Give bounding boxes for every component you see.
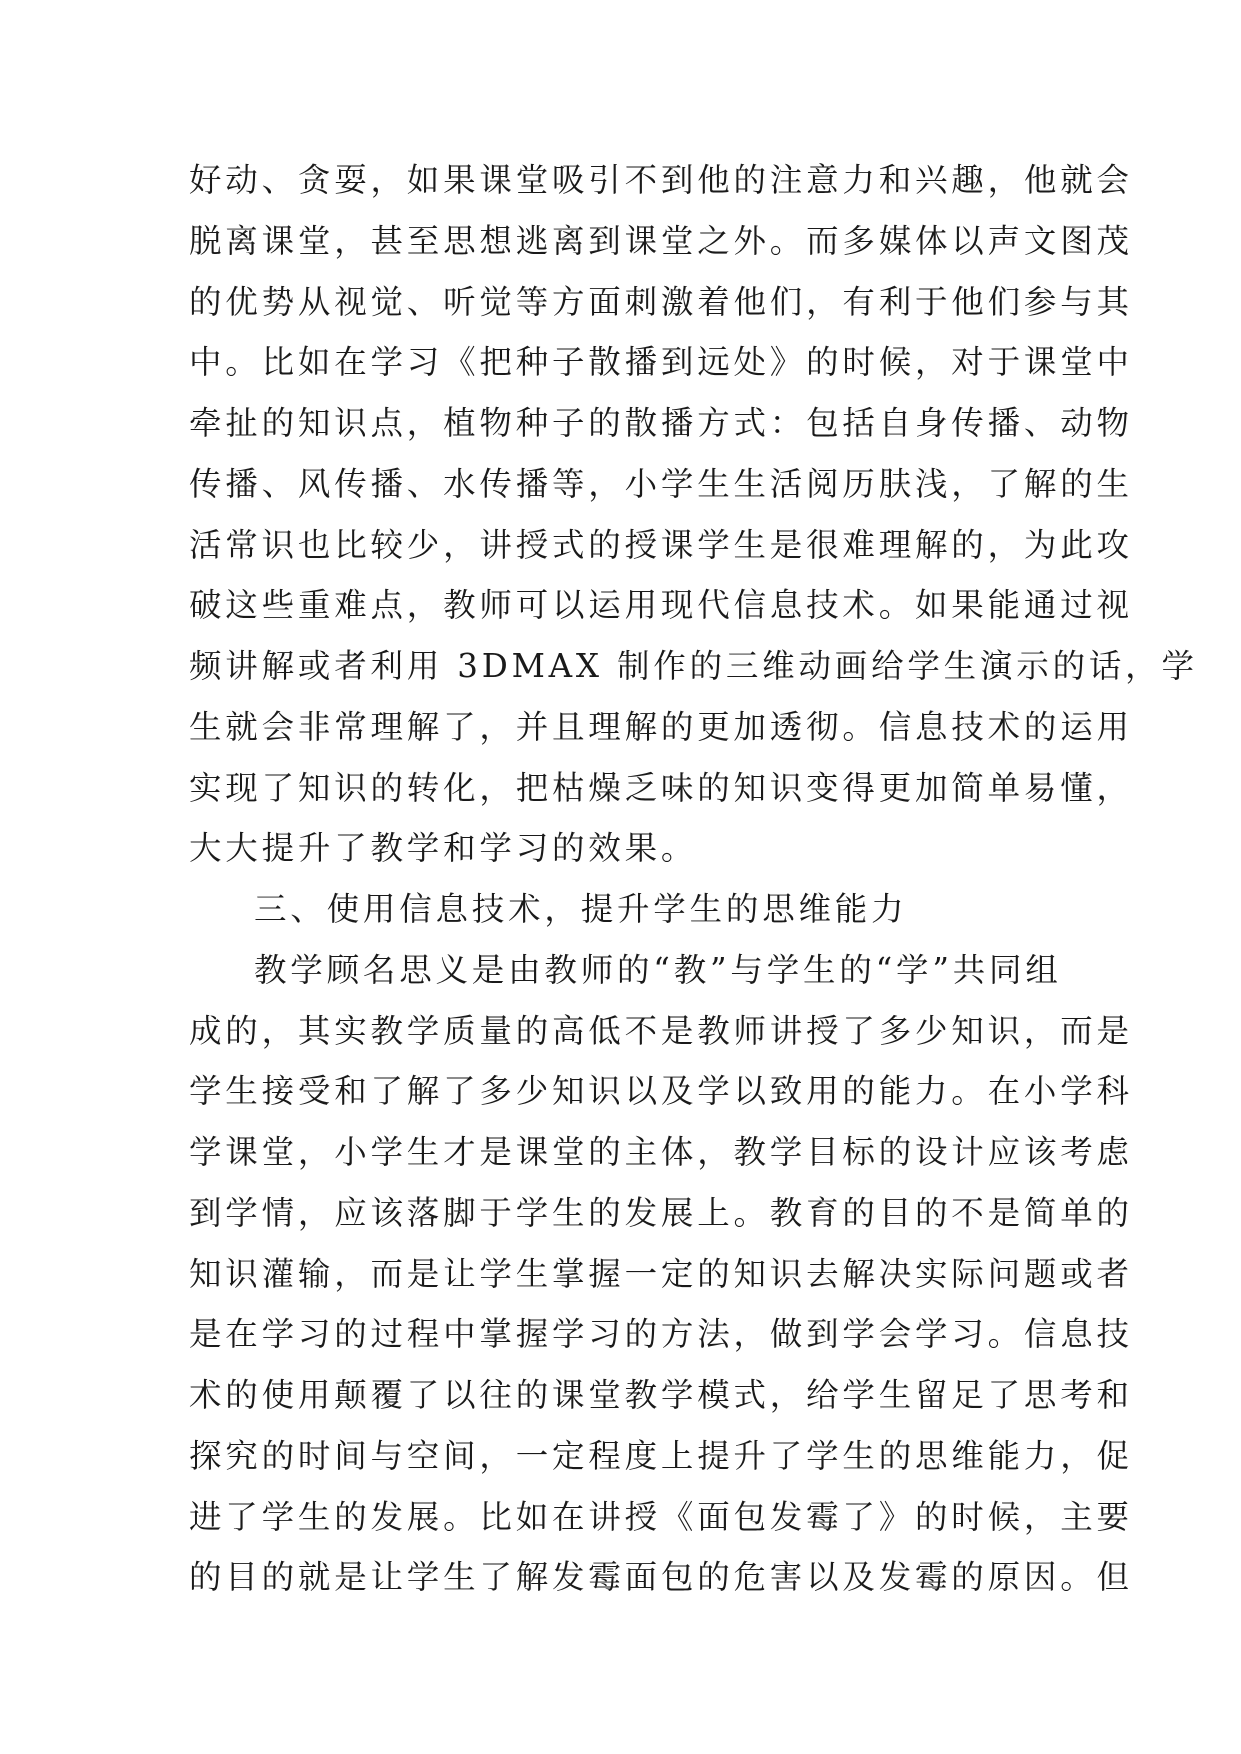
text-line: 到学情，应该落脚于学生的发展上。教育的目的不是简单的: [189, 1193, 1133, 1232]
text-line: 进了学生的发展。比如在讲授《面包发霉了》的时候，主要: [189, 1497, 1133, 1536]
text-line: 的优势从视觉、听觉等方面刺激着他们，有利于他们参与其: [189, 282, 1133, 321]
body-text: [189, 150, 1198, 1608]
text-line: 频讲解或者利用 3DMAX 制作的三维动画给学生演示的话，学: [189, 647, 1198, 685]
text-line: 生就会非常理解了，并且理解的更加透彻。信息技术的运用: [189, 707, 1133, 746]
text-line: 破这些重难点，教师可以运用现代信息技术。如果能通过视: [189, 586, 1133, 625]
section-heading: 三、使用信息技术，提升学生的思维能力: [254, 890, 908, 928]
text-line: 学课堂，小学生才是课堂的主体，教学目标的设计应该考虑: [189, 1133, 1133, 1171]
text-line: 成的，其实教学质量的高低不是教师讲授了多少知识，而是: [189, 1011, 1133, 1050]
text-line: 学生接受和了解了多少知识以及学以致用的能力。在小学科: [189, 1072, 1133, 1111]
text-line: 知识灌输，而是让学生掌握一定的知识去解决实际问题或者: [189, 1254, 1133, 1293]
text-line: 的目的就是让学生了解发霉面包的危害以及发霉的原因。但: [189, 1558, 1133, 1597]
text-line: 好动、贪耍，如果课堂吸引不到他的注意力和兴趣，他就会: [189, 161, 1133, 199]
text-line: 活常识也比较少，讲授式的授课学生是很难理解的，为此攻: [189, 525, 1133, 564]
text-line: 是在学习的过程中掌握学习的方法，做到学会学习。信息技: [189, 1315, 1133, 1354]
text-line: 牵扯的知识点，植物种子的散播方式：包括自身传播、动物: [189, 404, 1133, 442]
text-line: 大大提升了教学和学习的效果。: [189, 829, 698, 868]
text-line: 脱离课堂，甚至思想逃离到课堂之外。而多媒体以声文图茂: [189, 221, 1133, 260]
text-line: 中。比如在学习《把种子散播到远处》的时候，对于课堂中: [189, 343, 1133, 382]
text-line: 探究的时间与空间，一定程度上提升了学生的思维能力，促: [189, 1436, 1133, 1475]
text-line: 术的使用颠覆了以往的课堂教学模式，给学生留足了思考和: [189, 1376, 1133, 1414]
text-line: 实现了知识的转化，把枯燥乏味的知识变得更加简单易懂，: [189, 768, 1133, 807]
text-line: 传播、风传播、水传播等，小学生生活阅历肤浅，了解的生: [189, 464, 1133, 503]
text-line: 教学顾名思义是由教师的“教”与学生的“学”共同组: [254, 950, 1062, 989]
